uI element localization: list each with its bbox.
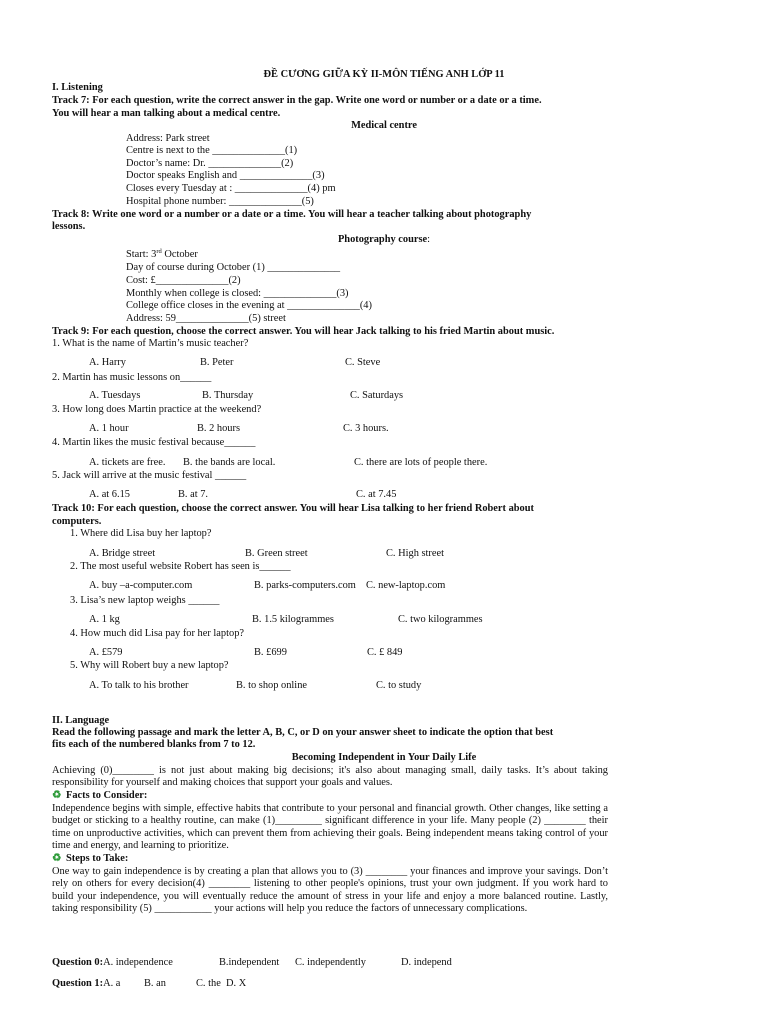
option-a: A. Bridge street [89, 548, 156, 559]
track8-line: Address: 59______________(5) street [126, 313, 286, 324]
question-1-row [52, 978, 120, 990]
recycle-icon: ♻ [52, 853, 62, 864]
passage-paragraph-3: One way to gain independence is by creating a plan that allows you to (3) ________ your finances and improve your savings. Don’t rely on others for every decision(4) ________ listening to other people's opinions, trust your own judgment. If you work hard to build your independence, you will eventually reduce the amount of stress in your life and enjoy a more balanced routine. Lastly, taking responsibility (5) ___________ your actions will help you reduce the factors of unnecessary complications. [52, 866, 608, 915]
track7-instruction: Track 7: For each question, write the correct answer in the gap. Write one word or number or a date or a time. [52, 95, 542, 106]
section-heading-listening: I. Listening [52, 82, 103, 93]
option-b: B. Peter [200, 357, 234, 368]
track8-line: Monthly when college is closed: ______________(3) [126, 288, 349, 299]
option-b: B. an [144, 978, 166, 989]
option-b: B. to shop online [236, 680, 308, 691]
track7-instruction-2: You will hear a man talking about a medical centre. [52, 108, 281, 119]
option-c: C. £ 849 [367, 647, 403, 658]
passage-title: Becoming Independent in Your Daily Life [291, 752, 477, 763]
option-b: B. at 7. [178, 489, 209, 500]
track7-line: Doctor speaks English and ______________(3) [126, 170, 325, 181]
track7-subtitle: Medical centre [351, 120, 417, 131]
passage-paragraph-1: Achieving (0)________ is not just about making big decisions; it's also about managing small, daily tasks. It’s about taking responsibility for yourself and making choices that support your goals and values. [52, 765, 608, 789]
option-a: A. independence [103, 957, 173, 968]
question: 3. How long does Martin practice at the weekend? [52, 404, 262, 415]
steps-heading: Steps to Take: [66, 853, 129, 864]
option-a: A. Harry [89, 357, 126, 368]
question: 5. Why will Robert buy a new laptop? [70, 660, 229, 671]
option-d: D. X [226, 978, 247, 989]
start-month: October [161, 249, 198, 260]
option-c: C. new-laptop.com [366, 580, 446, 591]
track8-subtitle-colon: : [427, 234, 431, 245]
option-b: B. Green street [245, 548, 308, 559]
option-c: C. Saturdays [350, 390, 404, 401]
section-heading-language: II. Language [52, 715, 110, 726]
option-a: A. £579 [89, 647, 123, 658]
option-a: A. at 6.15 [89, 489, 130, 500]
track8-instruction: Track 8: Write one word or a number or a date or a time. You will hear a teacher talking about photography [52, 209, 532, 220]
track7-line: Doctor’s name: Dr. ______________(2) [126, 158, 294, 169]
question-0-row [52, 957, 173, 969]
option-b: B. 1.5 kilogrammes [252, 614, 334, 625]
option-a: A. 1 kg [89, 614, 120, 625]
start-ordinal: rd [156, 248, 162, 255]
language-instruction: Read the following passage and mark the letter A, B, C, or D on your answer sheet to indicate the option that best [52, 727, 554, 738]
track8-line: Day of course during October (1) ______________ [126, 262, 341, 273]
question: 3. Lisa’s new laptop weighs ______ [70, 595, 220, 606]
track7-line: Centre is next to the ______________(1) [126, 145, 298, 156]
facts-heading-row [52, 790, 147, 802]
option-b: B. Thursday [202, 390, 254, 401]
track9-instruction: Track 9: For each question, choose the correct answer. You will hear Jack talking to his fried Martin about music. [52, 326, 555, 337]
option-a: A. 1 hour [89, 423, 129, 434]
option-b: B.independent [219, 957, 280, 968]
question: 2. The most useful website Robert has seen is______ [70, 561, 291, 572]
start-prefix: Start: 3 [126, 249, 157, 260]
track8-line: Cost: £______________(2) [126, 275, 241, 286]
option-c: C. independently [295, 957, 366, 968]
track8-subtitle-row [0, 234, 768, 246]
track7-line: Hospital phone number: ______________(5) [126, 196, 314, 207]
track7-line: Closes every Tuesday at : ______________(4) pm [126, 183, 336, 194]
option-a: A. buy –a-computer.com [89, 580, 193, 591]
option-b: B. parks-computers.com [254, 580, 356, 591]
option-c: C. 3 hours. [343, 423, 389, 434]
question: 2. Martin has music lessons on______ [52, 372, 212, 383]
track7-line: Address: Park street [126, 133, 210, 144]
option-b: B. £699 [254, 647, 287, 658]
question: 5. Jack will arrive at the music festival ______ [52, 470, 247, 481]
language-instruction-2: fits each of the numbered blanks from 7 to 12. [52, 739, 256, 750]
option-c: C. there are lots of people there. [354, 457, 488, 468]
track8-start-line [126, 249, 198, 261]
page-title: ĐỀ CƯƠNG GIỮA KỲ II-MÔN TIẾNG ANH LỚP 11 [263, 69, 505, 80]
facts-heading: Facts to Consider: [66, 790, 148, 801]
recycle-icon: ♻ [52, 790, 62, 801]
question: 4. How much did Lisa pay for her laptop? [70, 628, 244, 639]
track10-instruction-2: computers. [52, 516, 102, 527]
track8-subtitle: Photography course [337, 234, 428, 245]
question: 1. What is the name of Martin’s music teacher? [52, 338, 249, 349]
option-d: D. independ [401, 957, 452, 968]
option-a: A. To talk to his brother [89, 680, 189, 691]
passage-paragraph-2: Independence begins with simple, effective habits that contribute to your personal and financial growth. Other changes, like setting a budget or sticking to a healthy routine, can make (1)_________ significant difference in your life. Many people (2) ________ their time on unproductive activities, which can prevent them from achieving their goals. Being independent means taking control of your time and energy, and learning to prioritize. [52, 803, 608, 852]
track10-instruction: Track 10: For each question, choose the correct answer. You will hear Lisa talking to her friend Robert about [52, 503, 534, 514]
option-c: C. to study [376, 680, 422, 691]
question-label: Question 1: [52, 978, 104, 989]
option-c: C. at 7.45 [356, 489, 397, 500]
option-a: A. a [103, 978, 121, 989]
track8-line: College office closes in the evening at ______________(4) [126, 300, 372, 311]
option-c: C. two kilogrammes [398, 614, 483, 625]
question: 4. Martin likes the music festival because______ [52, 437, 256, 448]
question-label: Question 0: [52, 957, 104, 968]
question: 1. Where did Lisa buy her laptop? [70, 528, 212, 539]
steps-heading-row [52, 853, 128, 865]
option-c: C. High street [386, 548, 445, 559]
track8-instruction-2: lessons. [52, 221, 86, 232]
option-a: A. Tuesdays [89, 390, 141, 401]
option-c: C. Steve [345, 357, 381, 368]
option-a: A. tickets are free. [89, 457, 166, 468]
option-b: B. 2 hours [197, 423, 241, 434]
option-c: C. the [196, 978, 221, 989]
option-b: B. the bands are local. [183, 457, 276, 468]
